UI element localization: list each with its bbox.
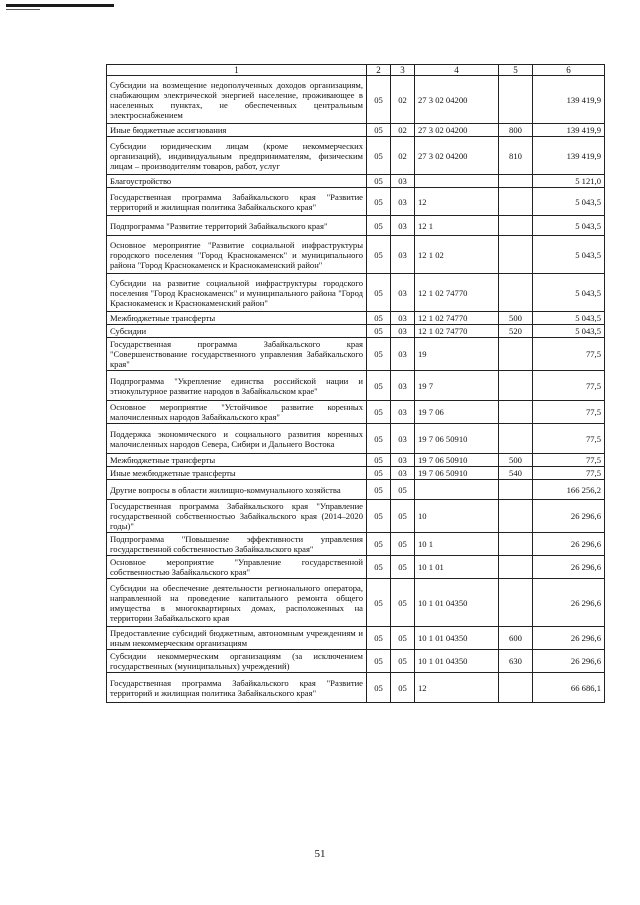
row-csr [415,480,499,500]
row-name: Субсидии юридическим лицам (кроме некоммерческих организаций), индивидуальным предпринимателям, физическим лицам – производителям товаров, работ, услуг [107,137,367,175]
row-pr: 02 [391,137,415,175]
row-pr: 03 [391,467,415,480]
row-pr: 03 [391,216,415,236]
row-name: Субсидии на возмещение недополученных доходов организациям, снабжающим электрической энергией население, проживающее в населенных пунктах, не обеспеченных центральным электроснабжением [107,76,367,124]
row-csr: 19 7 06 50910 [415,454,499,467]
row-name: Субсидии на обеспечение деятельности регионального оператора, направленной на проведение капитального ремонта общего имущества в многоквартирных домах, расположенных на территории Забайкальского края [107,579,367,627]
row-csr: 10 [415,500,499,533]
row-name: Благоустройство [107,175,367,188]
row-pr: 05 [391,480,415,500]
row-pr: 03 [391,236,415,274]
row-name: Предоставление субсидий бюджетным, автономным учреждениям и иным некоммерческим организациям [107,627,367,650]
row-pr: 03 [391,312,415,325]
row-vr [499,500,533,533]
row-pr: 03 [391,274,415,312]
row-sum: 77,5 [533,467,605,480]
table-row [107,124,605,137]
table-row [107,579,605,627]
table-row [107,76,605,124]
budget-table [106,64,605,703]
table-row [107,627,605,650]
row-pr: 05 [391,579,415,627]
row-vr [499,175,533,188]
row-sum: 26 296,6 [533,556,605,579]
row-sum: 139 419,9 [533,124,605,137]
row-pr: 02 [391,124,415,137]
row-name: Основное мероприятие "Управление государственной собственностью Забайкальского края" [107,556,367,579]
row-pr: 02 [391,76,415,124]
row-rz: 05 [367,236,391,274]
row-csr: 12 1 [415,216,499,236]
table-row [107,500,605,533]
row-name: Межбюджетные трансферты [107,312,367,325]
table-row [107,556,605,579]
row-vr: 540 [499,467,533,480]
row-sum: 77,5 [533,401,605,424]
row-sum: 166 256,2 [533,480,605,500]
row-name: Государственная программа Забайкальского края "Развитие территорий и жилищная политика Забайкальского края" [107,673,367,703]
row-csr: 19 [415,338,499,371]
table-header-row [107,65,605,76]
row-rz: 05 [367,579,391,627]
row-csr: 27 3 02 04200 [415,76,499,124]
header-cell-vr: 5 [499,65,533,76]
row-rz: 05 [367,338,391,371]
row-name: Государственная программа Забайкальского края "Управление государственной собственностью Забайкальского края (2014–2020 годы)" [107,500,367,533]
row-rz: 05 [367,480,391,500]
row-csr: 19 7 06 50910 [415,424,499,454]
row-pr: 03 [391,338,415,371]
row-pr: 05 [391,556,415,579]
row-vr [499,216,533,236]
row-vr [499,424,533,454]
header-cell-pr: 3 [391,65,415,76]
row-rz: 05 [367,216,391,236]
row-name: Государственная программа Забайкальского края "Совершенствование государственного управления Забайкальского края" [107,338,367,371]
row-rz: 05 [367,673,391,703]
header-cell-csr: 4 [415,65,499,76]
row-name: Субсидии некоммерческим организациям (за исключением государственных (муниципальных) учреждений) [107,650,367,673]
row-pr: 03 [391,175,415,188]
row-rz: 05 [367,325,391,338]
header-cell-name: 1 [107,65,367,76]
row-vr [499,274,533,312]
table-row [107,236,605,274]
table-row [107,480,605,500]
row-vr: 500 [499,454,533,467]
row-sum: 5 121,0 [533,175,605,188]
row-csr: 10 1 01 04350 [415,650,499,673]
row-vr: 520 [499,325,533,338]
row-csr: 10 1 01 04350 [415,627,499,650]
row-vr [499,371,533,401]
page-number: 51 [314,848,326,860]
row-rz: 05 [367,627,391,650]
row-rz: 05 [367,556,391,579]
row-pr: 05 [391,650,415,673]
row-pr: 03 [391,401,415,424]
table-row [107,137,605,175]
row-csr: 10 1 [415,533,499,556]
row-vr [499,338,533,371]
row-pr: 03 [391,454,415,467]
table-row [107,312,605,325]
row-rz: 05 [367,124,391,137]
row-rz: 05 [367,371,391,401]
row-vr [499,188,533,216]
row-name: Субсидии [107,325,367,338]
row-sum: 5 043,5 [533,216,605,236]
row-sum: 5 043,5 [533,312,605,325]
row-vr [499,533,533,556]
table-body [107,76,605,703]
row-vr [499,236,533,274]
row-sum: 5 043,5 [533,236,605,274]
row-sum: 26 296,6 [533,533,605,556]
row-csr: 12 [415,673,499,703]
row-name: Иные межбюджетные трансферты [107,467,367,480]
row-csr: 27 3 02 04200 [415,137,499,175]
row-sum: 139 419,9 [533,76,605,124]
row-rz: 05 [367,274,391,312]
row-csr: 19 7 [415,371,499,401]
row-sum: 77,5 [533,454,605,467]
row-vr: 810 [499,137,533,175]
row-rz: 05 [367,137,391,175]
row-sum: 66 686,1 [533,673,605,703]
row-sum: 77,5 [533,338,605,371]
row-name: Субсидии на развитие социальной инфраструктуры городского поселения "Город Краснокаменск" и муниципального района "Город Краснокаменск и Краснокаменский район" [107,274,367,312]
row-vr: 630 [499,650,533,673]
table-row [107,274,605,312]
table-row [107,188,605,216]
row-vr [499,673,533,703]
row-rz: 05 [367,312,391,325]
table-row [107,533,605,556]
row-csr: 10 1 01 [415,556,499,579]
table-row [107,325,605,338]
row-name: Основное мероприятие "Развитие социальной инфраструктуры городского поселения "Город Краснокаменск" и муниципального района "Город Краснокаменск и Краснокаменский район" [107,236,367,274]
row-name: Поддержка экономического и социального развития коренных малочисленных народов Севера, Сибири и Дальнего Востока [107,424,367,454]
row-csr [415,175,499,188]
row-name: Подпрограмма "Укрепление единства российской нации и этнокультурное развитие народов в Забайкальском крае" [107,371,367,401]
row-rz: 05 [367,500,391,533]
table-row [107,673,605,703]
row-vr [499,401,533,424]
row-rz: 05 [367,188,391,216]
row-pr: 05 [391,673,415,703]
row-pr: 05 [391,533,415,556]
row-pr: 03 [391,371,415,401]
header-cell-sum: 6 [533,65,605,76]
row-name: Межбюджетные трансферты [107,454,367,467]
row-sum: 26 296,6 [533,500,605,533]
row-pr: 03 [391,325,415,338]
row-rz: 05 [367,533,391,556]
row-vr: 500 [499,312,533,325]
row-vr: 800 [499,124,533,137]
row-csr: 12 1 02 74770 [415,325,499,338]
table-row [107,454,605,467]
header-cell-rz: 2 [367,65,391,76]
scan-mark [6,4,114,7]
scan-mark-thin [6,9,40,10]
row-rz: 05 [367,401,391,424]
row-vr [499,76,533,124]
table-row [107,175,605,188]
table-row [107,401,605,424]
row-rz: 05 [367,424,391,454]
row-rz: 05 [367,650,391,673]
row-sum: 5 043,5 [533,325,605,338]
table-row [107,216,605,236]
row-csr: 19 7 06 50910 [415,467,499,480]
row-vr [499,556,533,579]
row-csr: 12 [415,188,499,216]
table-row [107,424,605,454]
row-pr: 03 [391,424,415,454]
row-csr: 12 1 02 74770 [415,274,499,312]
row-rz: 05 [367,175,391,188]
row-sum: 5 043,5 [533,274,605,312]
row-rz: 05 [367,454,391,467]
row-vr: 600 [499,627,533,650]
row-csr: 19 7 06 [415,401,499,424]
row-rz: 05 [367,467,391,480]
row-rz: 05 [367,76,391,124]
row-name: Иные бюджетные ассигнования [107,124,367,137]
table-row [107,338,605,371]
row-name: Другие вопросы в области жилищно-коммунального хозяйства [107,480,367,500]
table-row [107,371,605,401]
row-csr: 10 1 01 04350 [415,579,499,627]
row-vr [499,480,533,500]
row-csr: 12 1 02 74770 [415,312,499,325]
row-csr: 12 1 02 [415,236,499,274]
row-sum: 77,5 [533,371,605,401]
row-sum: 26 296,6 [533,650,605,673]
row-pr: 05 [391,627,415,650]
row-name: Основное мероприятие "Устойчивое развитие коренных малочисленных народов Забайкальского края" [107,401,367,424]
row-sum: 26 296,6 [533,627,605,650]
row-sum: 77,5 [533,424,605,454]
row-sum: 139 419,9 [533,137,605,175]
table-row [107,467,605,480]
row-pr: 05 [391,500,415,533]
row-name: Подпрограмма "Повышение эффективности управления государственной собственностью Забайкальского края" [107,533,367,556]
row-name: Подпрограмма "Развитие территорий Забайкальского края" [107,216,367,236]
row-sum: 5 043,5 [533,188,605,216]
table-row [107,650,605,673]
row-vr [499,579,533,627]
row-csr: 27 3 02 04200 [415,124,499,137]
row-pr: 03 [391,188,415,216]
row-name: Государственная программа Забайкальского края "Развитие территорий и жилищная политика Забайкальского края" [107,188,367,216]
budget-table-container [106,64,604,703]
row-sum: 26 296,6 [533,579,605,627]
